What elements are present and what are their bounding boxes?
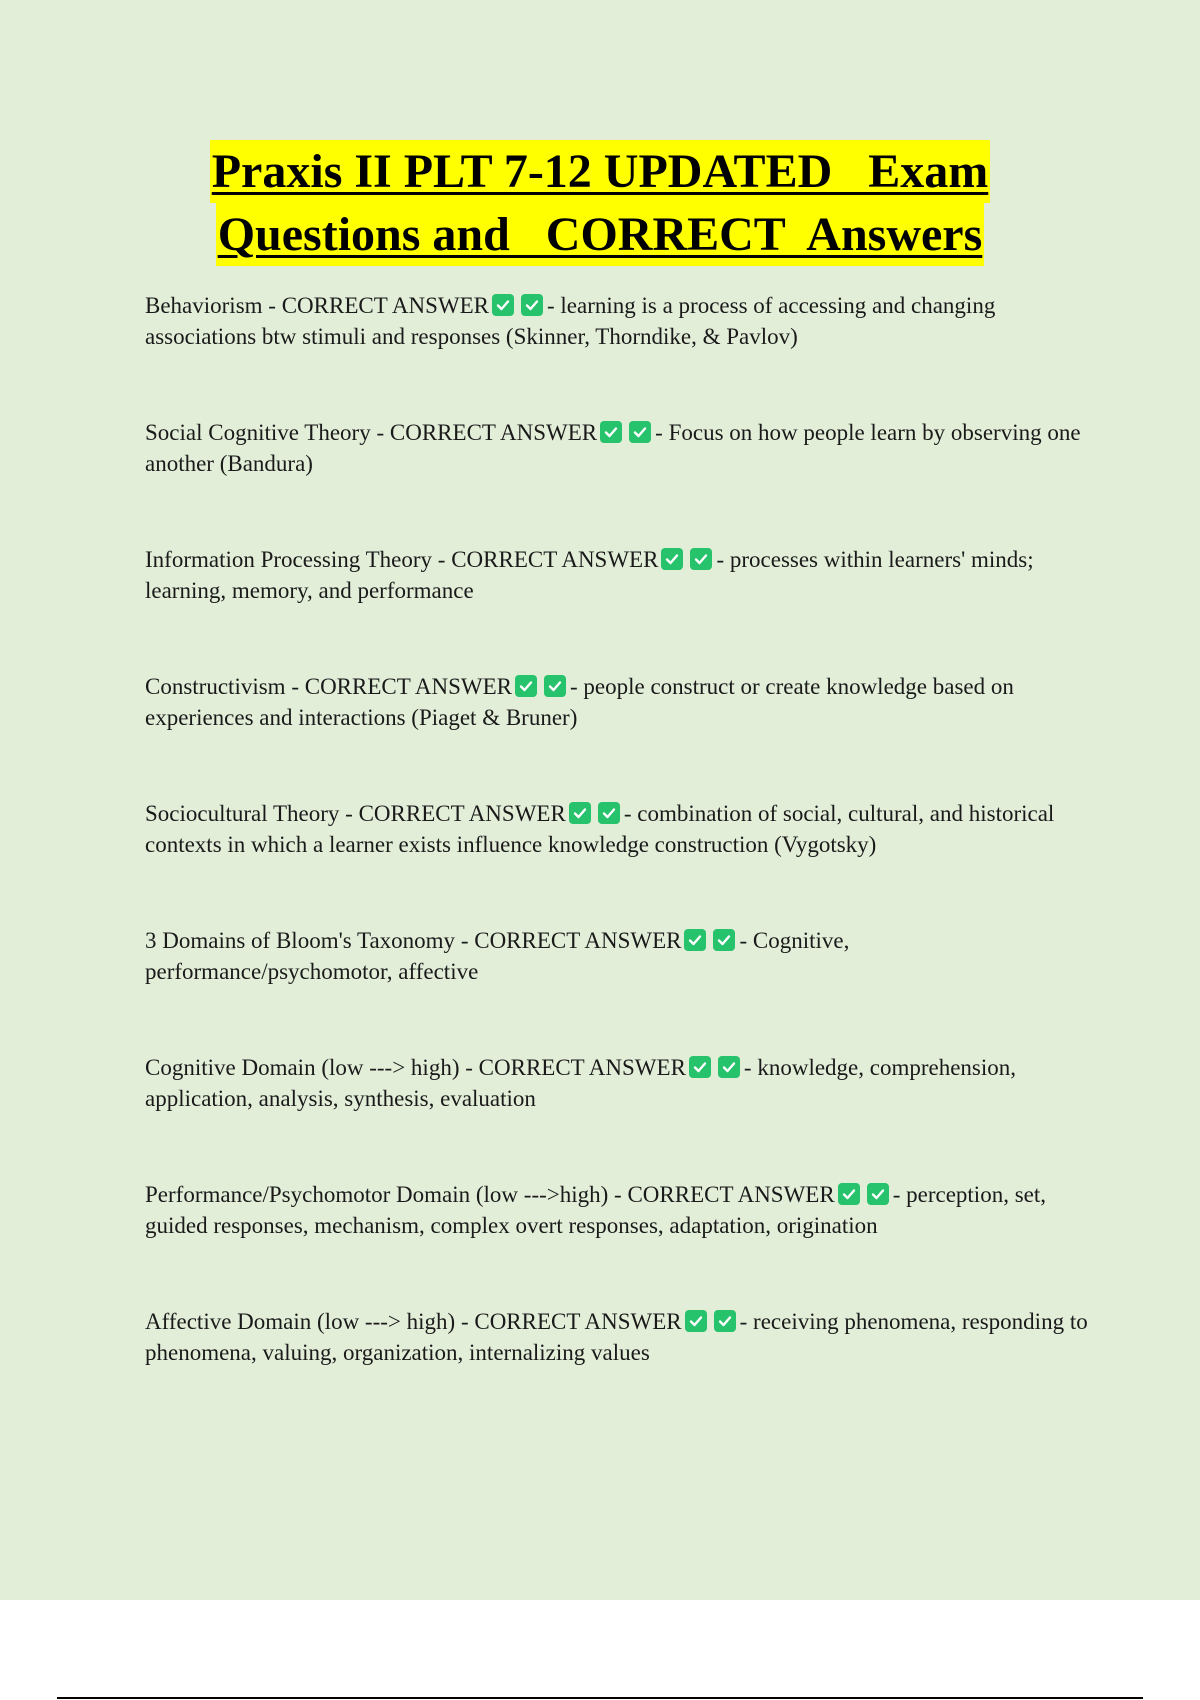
qa-entry: Information Processing Theory - CORRECT ANSWER - processes within learners' minds; learning, memory, and performance [145, 547, 1034, 603]
check-mark-icon [713, 929, 735, 951]
entry-definition: perception, set, guided responses, mechanism, complex overt responses, adaptation, origination [145, 1182, 1046, 1238]
entry-term: Sociocultural Theory [145, 801, 340, 826]
qa-entry: Affective Domain (low ---> high) - CORRECT ANSWER - receiving phenomena, responding to phenomena, valuing, organization, internalizing values [145, 1309, 1088, 1365]
title-line-1: Praxis II PLT 7-12 UPDATED Exam [210, 140, 991, 203]
qa-entry: Cognitive Domain (low ---> high) - CORRECT ANSWER - knowledge, comprehension, application, analysis, synthesis, evaluation [145, 1055, 1017, 1111]
check-mark-icon [685, 1310, 707, 1332]
check-mark-icon [838, 1183, 860, 1205]
check-mark-icon [629, 421, 651, 443]
correct-answer-label: CORRECT ANSWER [474, 928, 682, 953]
check-mark-icon [521, 294, 543, 316]
qa-entry: Behaviorism - CORRECT ANSWER - learning is a process of accessing and changing associations btw stimuli and responses (Skinner, Thorndike, & Pavlov) [145, 293, 996, 349]
correct-answer-label: CORRECT ANSWER [358, 801, 566, 826]
entry-term: Constructivism [145, 674, 286, 699]
check-mark-icon [661, 548, 683, 570]
entry-term: Performance/Psychomotor Domain (low --->high) [145, 1182, 609, 1207]
correct-answer-label: CORRECT ANSWER [451, 547, 659, 572]
entry-term: 3 Domains of Bloom's Taxonomy [145, 928, 456, 953]
entry-definition: processes within learners' minds; learning, memory, and performance [145, 547, 1034, 603]
entry-term: Affective Domain (low ---> high) [145, 1309, 456, 1334]
correct-answer-label: CORRECT ANSWER [474, 1309, 682, 1334]
qa-entry: Constructivism - CORRECT ANSWER - people construct or create knowledge based on experiences and interactions (Piaget & Bruner) [145, 674, 1014, 730]
check-mark-icon [714, 1310, 736, 1332]
entry-definition: Cognitive, performance/psychomotor, affective [145, 928, 850, 984]
correct-answer-label: CORRECT ANSWER [627, 1182, 835, 1207]
entry-definition: combination of social, cultural, and historical contexts in which a learner exists influence knowledge construction (Vygotsky) [145, 801, 1055, 857]
check-mark-icon [867, 1183, 889, 1205]
entry-term: Information Processing Theory [145, 547, 433, 572]
entry-definition: people construct or create knowledge based on experiences and interactions (Piaget & Bruner) [145, 674, 1014, 730]
footer-divider [57, 1697, 1143, 1699]
qa-entry: Social Cognitive Theory - CORRECT ANSWER - Focus on how people learn by observing one another (Bandura) [145, 420, 1081, 476]
entry-definition: receiving phenomena, responding to phenomena, valuing, organization, internalizing values [145, 1309, 1088, 1365]
check-mark-icon [569, 802, 591, 824]
entry-definition: knowledge, comprehension, application, analysis, synthesis, evaluation [145, 1055, 1017, 1111]
check-mark-icon [600, 421, 622, 443]
check-mark-icon [684, 929, 706, 951]
qa-entry: Sociocultural Theory - CORRECT ANSWER - combination of social, cultural, and historical contexts in which a learner exists influence knowledge construction (Vygotsky) [145, 801, 1055, 857]
check-mark-icon [598, 802, 620, 824]
check-mark-icon [515, 675, 537, 697]
check-mark-icon [718, 1056, 740, 1078]
document-title [0, 140, 1200, 266]
qa-list [145, 290, 1095, 1433]
entry-definition: Focus on how people learn by observing one another (Bandura) [145, 420, 1081, 476]
check-mark-icon [544, 675, 566, 697]
title-line-2: Questions and CORRECT Answers [216, 203, 985, 266]
entry-term: Social Cognitive Theory [145, 420, 371, 445]
qa-entry: Performance/Psychomotor Domain (low --->high) - CORRECT ANSWER - perception, set, guided responses, mechanism, complex overt responses, adaptation, origination [145, 1182, 1046, 1238]
correct-answer-label: CORRECT ANSWER [281, 293, 489, 318]
entry-term: Cognitive Domain (low ---> high) [145, 1055, 460, 1080]
check-mark-icon [492, 294, 514, 316]
qa-entry: 3 Domains of Bloom's Taxonomy - CORRECT ANSWER - Cognitive, performance/psychomotor, affective [145, 928, 850, 984]
check-mark-icon [690, 548, 712, 570]
entry-term: Behaviorism [145, 293, 263, 318]
check-mark-icon [689, 1056, 711, 1078]
correct-answer-label: CORRECT ANSWER [478, 1055, 686, 1080]
entry-definition: learning is a process of accessing and changing associations btw stimuli and responses (Skinner, Thorndike, & Pavlov) [145, 293, 996, 349]
correct-answer-label: CORRECT ANSWER [389, 420, 598, 445]
correct-answer-label: CORRECT ANSWER [304, 674, 512, 699]
